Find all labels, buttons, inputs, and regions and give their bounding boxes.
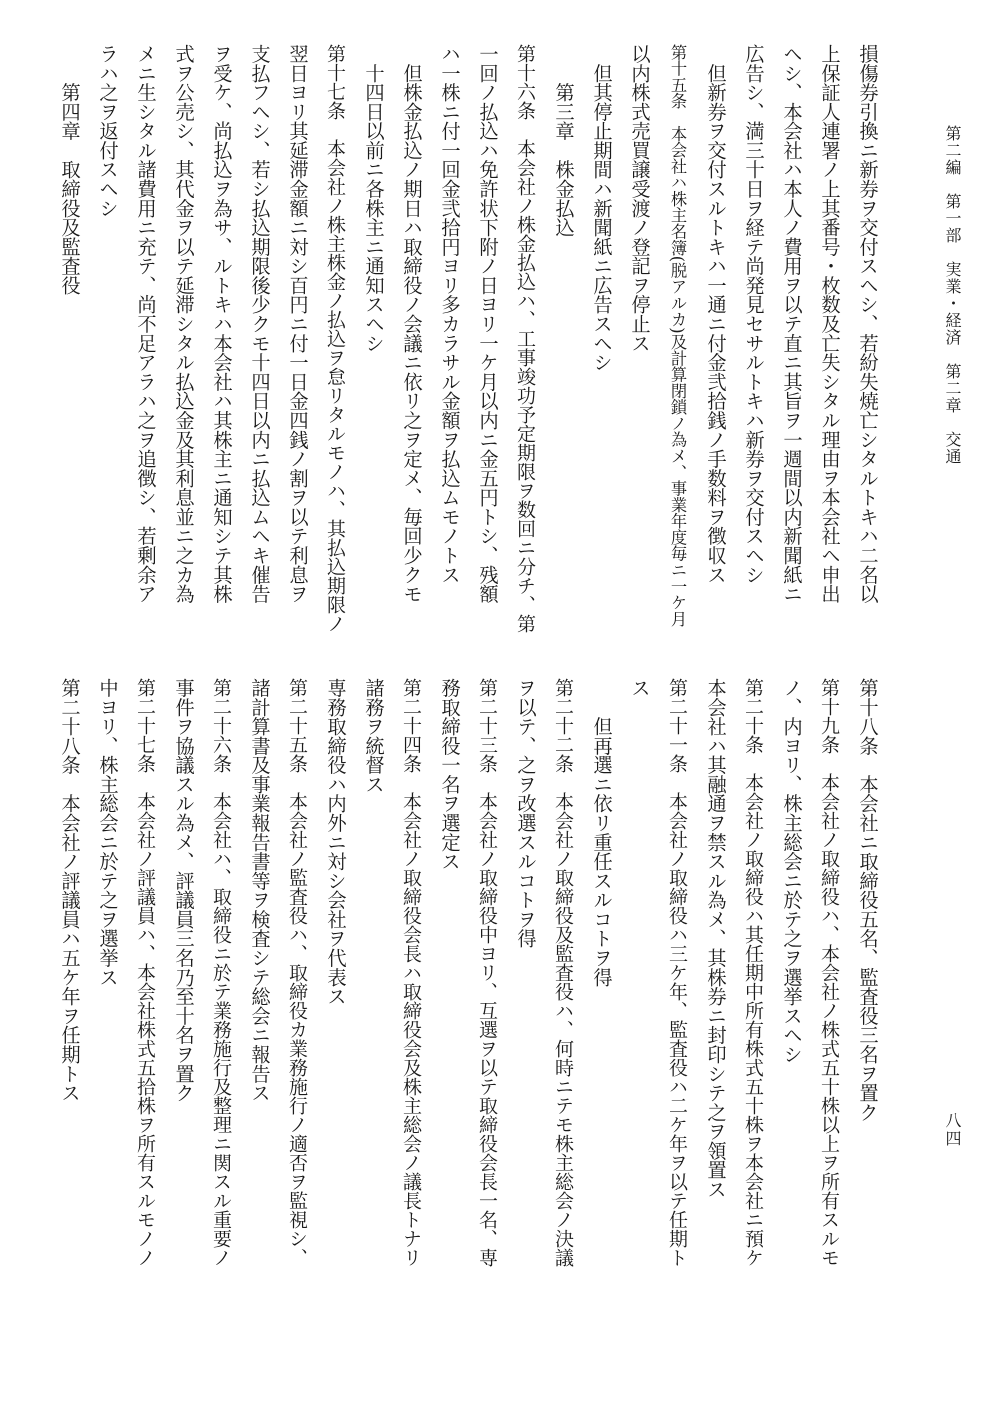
text-column: 以内株式売買譲受渡ノ登記ヲ停止ス	[628, 44, 651, 353]
text-column: 本会社ハ其融通ヲ禁スル為メ、其株券ニ封印シテ之ヲ領置ス	[704, 678, 727, 1199]
text-column: 第二十二条 本会社ノ取締役及監査役ハ、何時ニテモ株主総会ノ決議	[552, 678, 574, 1267]
text-column: 第二十五条 本会社ノ監査役ハ、取締役カ業務施行ノ適否ヲ監視シ、	[286, 678, 308, 1267]
text-column: 諸計算書及事業報告書等ヲ検査シテ総会ニ報告ス	[248, 678, 271, 1103]
text-column: 翌日ヨリ其延滞金額ニ対シ百円ニ付一日金四銭ノ割ヲ以テ利息ヲ	[286, 44, 309, 604]
text-column: 十四日以前ニ各株主ニ通知スヘシ	[362, 44, 385, 353]
text-column: 第二十六条 本会社ハ、取締役ニ於テ業務施行及整理ニ関スル重要ノ	[210, 678, 232, 1267]
text-column: 一回ノ払込ハ免許状下附ノ日ヨリ一ケ月以内ニ金五円トシ、残額	[476, 44, 499, 604]
text-column: メニ生シタル諸費用ニ充テ、尚不足アラハ之ヲ追徴シ、若剰余ア	[134, 44, 157, 604]
text-column: ヘシ、本会社ハ本人ノ費用ヲ以テ直ニ其旨ヲ一週間以内新聞紙ニ	[780, 44, 803, 604]
text-column: 第二十条 本会社ノ取締役ハ其任期中所有株式五十株ヲ本会社ニ預ケ	[742, 678, 764, 1267]
text-column: 但新券ヲ交付スルトキハ一通ニ付金弐拾銭ノ手数料ヲ徴収ス	[704, 44, 727, 585]
text-column: 第十七条 本会社ノ株主株金ノ払込ヲ怠リタルモノハ、其払込期限ノ	[324, 44, 346, 633]
text-column: 第二十七条 本会社ノ評議員ハ、本会社株式五拾株ヲ所有スルモノノ	[134, 678, 156, 1267]
text-column: 但其停止期間ハ新聞紙ニ広告スヘシ	[590, 44, 613, 372]
text-column: 上保証人連署ノ上其番号・枚数及亡失シタル理由ヲ本会社ヘ申出	[818, 44, 841, 604]
text-column: ヲ以テ、之ヲ改選スルコトヲ得	[514, 678, 537, 949]
text-column: 第十六条 本会社ノ株金払込ハ、工事竣功予定期限ヲ数回ニ分チ、第	[514, 44, 536, 633]
text-column: ハ一株ニ付一回金弐拾円ヨリ多カラサル金額ヲ払込ムモノトス	[438, 44, 461, 585]
text-column: ノ、内ヨリ、株主総会ニ於テ之ヲ選挙スヘシ	[780, 678, 803, 1064]
text-column: 損傷券引換ニ新券ヲ交付スヘシ、若紛失焼亡シタルトキハ二名以	[856, 44, 879, 604]
text-column: 第二十一条 本会社ノ取締役ハ三ケ年、監査役ハ二ケ年ヲ以テ任期ト	[666, 678, 688, 1267]
text-column: 第二十三条 本会社ノ取締役中ヨリ、互選ヲ以テ取締役会長一名、専	[476, 678, 498, 1267]
text-column: 務取締役一名ヲ選定ス	[438, 678, 461, 871]
text-column: 専務取締役ハ内外ニ対シ会社ヲ代表ス	[324, 678, 347, 1006]
text-column: 第十五条 本会社ハ株主名簿(脱アルカ)及計算閉鎖ノ為メ、事業年度毎ニ一ケ月	[668, 44, 687, 627]
text-column: 式ヲ公売シ、其代金ヲ以テ延滞シタル払込金及其利息並ニ之カ為	[172, 44, 195, 604]
text-column: 事件ヲ協議スル為メ、評議員三名乃至十名ヲ置ク	[172, 678, 195, 1103]
text-column: 第二十四条 本会社ノ取締役会長ハ取締役会及株主総会ノ議長トナリ	[400, 678, 422, 1267]
text-column: ヲ受ケ、尚払込ヲ為サ、ルトキハ本会社ハ其株主ニ通知シテ其株	[210, 44, 233, 604]
text-column: 但再選ニ依リ重任スルコトヲ得	[590, 678, 613, 987]
text-column: 但株金払込ノ期日ハ取締役ノ会議ニ依リ之ヲ定メ、毎回少クモ	[400, 44, 423, 604]
text-column: 第二十八条 本会社ノ評議員ハ五ケ年ヲ任期トス	[58, 678, 81, 1103]
page-number: 八四	[943, 1112, 962, 1148]
text-column: 第十八条 本会社ニ取締役五名、監査役三名ヲ置ク	[856, 678, 879, 1122]
section-heading: 第四章 取締役及監査役	[58, 44, 81, 295]
text-column: 第十九条 本会社ノ取締役ハ、本会社ノ株式五十株以上ヲ所有スルモ	[818, 678, 840, 1267]
section-heading: 第三章 株金払込	[552, 44, 575, 237]
text-column: ス	[628, 678, 651, 698]
text-column: 広告シ、満三十日ヲ経テ尚発見セサルトキハ新券ヲ交付スヘシ	[742, 44, 765, 585]
text-column: 支払フヘシ、若シ払込期限後少クモ十四日以内ニ払込ムヘキ催告	[248, 44, 271, 604]
running-header: 第二編 第一部 実業・経済 第二章 交通	[943, 125, 962, 465]
text-column: 諸務ヲ統督ス	[362, 678, 385, 794]
text-column: ラハ之ヲ返付スヘシ	[96, 44, 119, 218]
text-column: 中ヨリ、株主総会ニ於テ之ヲ選挙ス	[96, 678, 119, 987]
